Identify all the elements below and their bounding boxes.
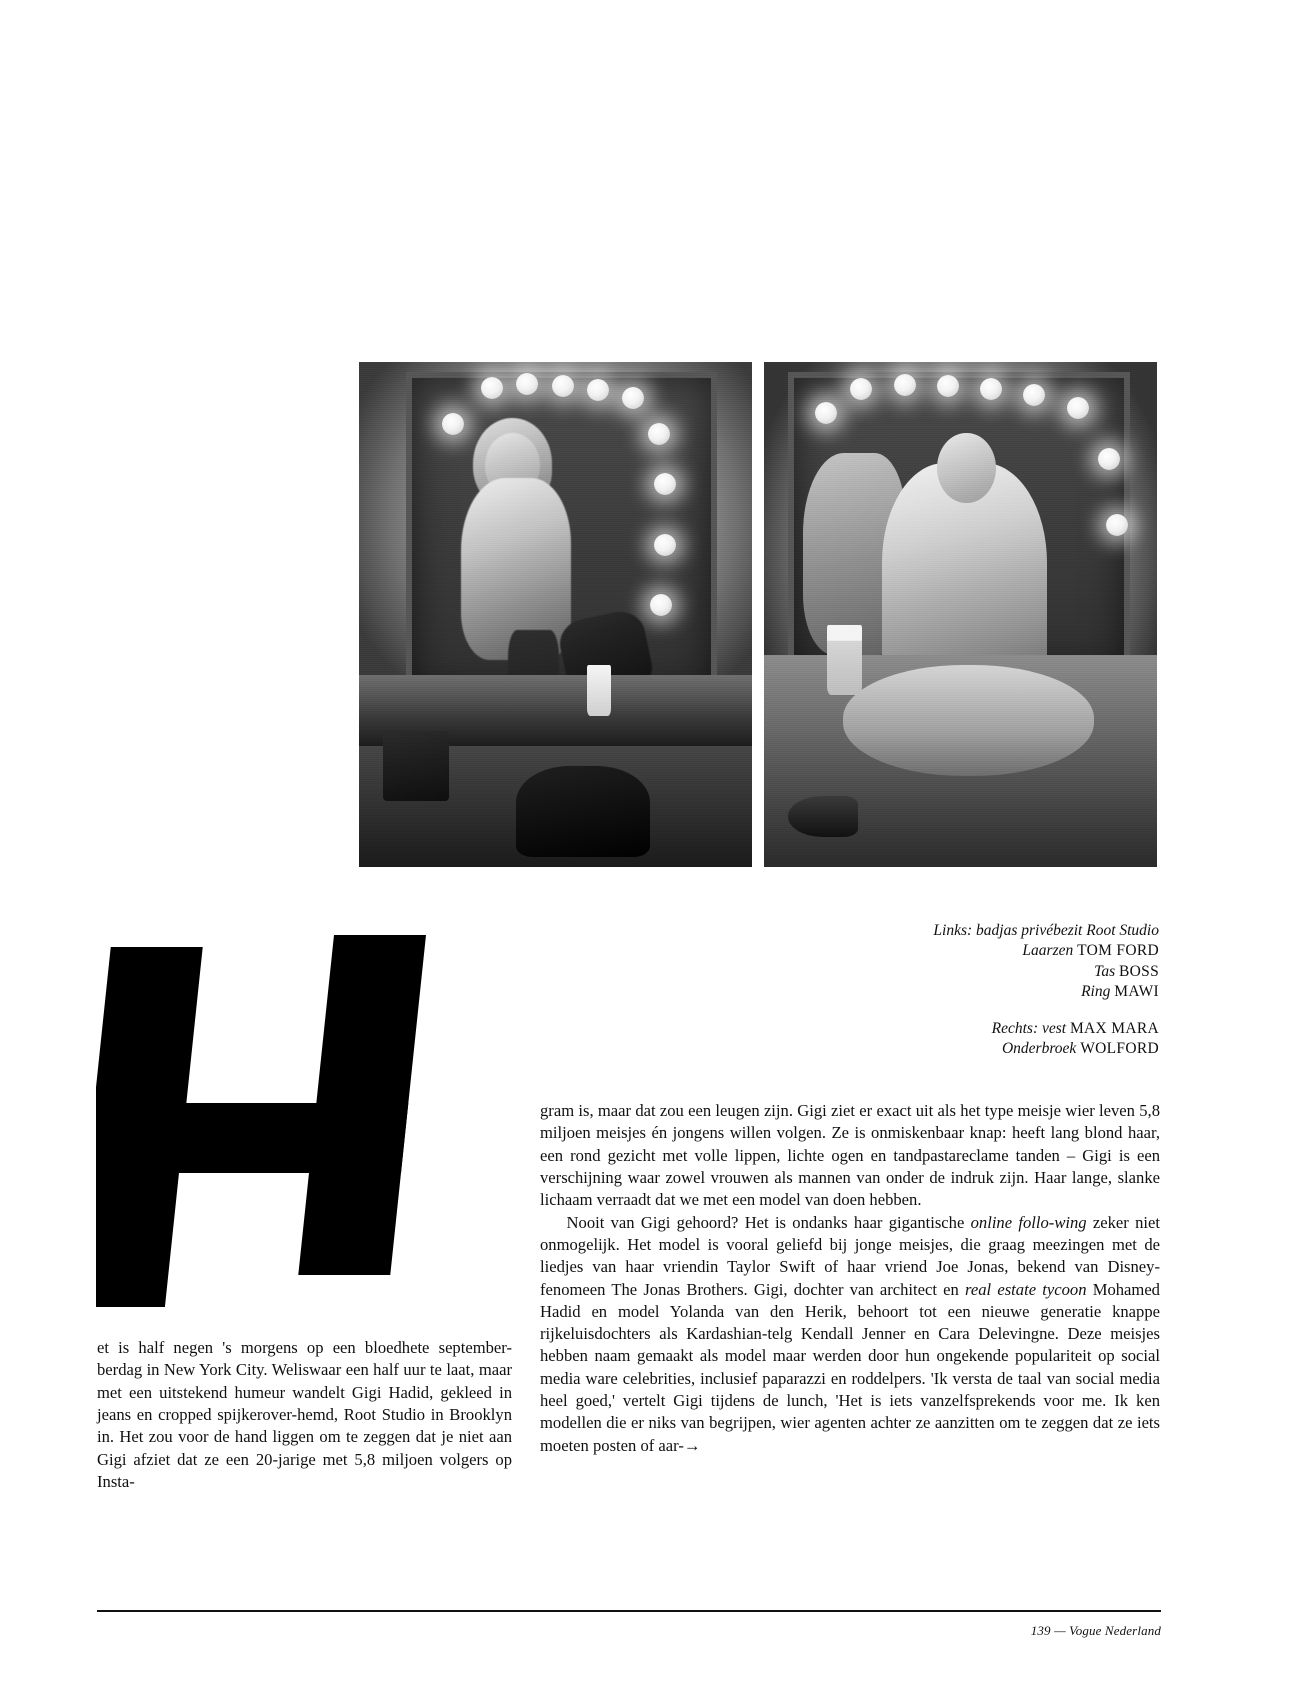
photo-row <box>359 362 1159 867</box>
credit-brand: MAWI <box>1114 983 1159 1001</box>
credit-text: Ring <box>1081 983 1115 1001</box>
handbag <box>383 731 450 802</box>
stool <box>516 766 650 857</box>
page-folio: 139 — Vogue Nederland <box>1030 1623 1161 1638</box>
body-text: zeker niet onmogelijk. Het model is vooral geliefd bij jonge meisjes, die graag meezingen met de liedjes van haar vriendin Taylor Swift of haar vriend Joe Jonas, bekend van Disney-fenomeen The Jonas Brothers. Gigi, dochter van architect en <box>540 1212 1160 1299</box>
body-text: Mohamed Hadid en model Yolanda van den Herik, behoort tot een nieuwe generatie knappe rijkeluisdochters als Kardashian-telg Kendall Jenner en Cara Delevingne. Deze meisjes hebben naam gemaakt als model maar werden door hun ongekende populariteit op social media ware celebrities, inclusief paparazzi en roddelpers. 'Ik versta de taal van social media heel goed,' vertelt Gigi tijdens de lunch, 'Het is iets vanzelfsprekends voor me. Ik ken modellen die er niks van begrijpen, wier agenten achter ze aanzitten om te zeggen dat ze iets moeten posten of aar- <box>540 1279 1160 1455</box>
body-paragraph-2 <box>540 1212 1160 1457</box>
credit-line <box>739 1039 1159 1059</box>
coffee-cup <box>827 625 862 696</box>
mirror-bulb-icon <box>1098 448 1120 470</box>
credit-text: Laarzen <box>1022 942 1078 960</box>
model-head <box>937 433 996 504</box>
body-paragraph: et is half negen 's morgens op een bloedhete september- berdag in New York City. Weliswaar een half uur te laat, maar met een uitstekend humeur wandelt Gigi Hadid, gekleed in jeans en cropped spijkerover-hemd, Root Studio in Brooklyn in. Het zou voor de hand liggen om te zeggen dat je niet aan Gigi afziet dat ze een 20-jarige met 5,8 miljoen volgers op Insta- <box>97 1338 512 1491</box>
body-text-italic: online follo-wing <box>970 1212 1087 1232</box>
mirror-bulb-icon <box>1067 397 1089 419</box>
mirror-bulb-icon <box>442 413 464 435</box>
body-column-left <box>97 1337 512 1493</box>
body-text: Nooit van Gigi gehoord? Het is ondanks haar gigantische <box>566 1212 971 1232</box>
cup-on-counter <box>587 665 611 716</box>
credits-left-photo <box>739 921 1159 1003</box>
body-text-italic: real estate tycoon <box>965 1279 1087 1299</box>
credit-text: Onderbroek <box>1001 1040 1081 1058</box>
credit-line <box>739 962 1159 982</box>
photo-right <box>764 362 1157 867</box>
credit-line <box>739 921 1159 941</box>
mirror-bulb-icon <box>481 377 503 399</box>
credit-text: Links: badjas privébezit Root Studio <box>933 922 1159 939</box>
mirror-bulb-icon <box>648 423 670 445</box>
credit-brand: BOSS <box>1118 962 1159 980</box>
credits-right-photo <box>739 1019 1159 1060</box>
credit-line <box>739 982 1159 1002</box>
credit-line <box>739 1019 1159 1039</box>
credit-text: Rechts: vest <box>991 1019 1070 1037</box>
mirror-bulb-icon <box>654 473 676 495</box>
credit-brand: TOM FORD <box>1077 942 1159 960</box>
mirror-bulb-icon <box>552 375 574 397</box>
credit-line <box>739 941 1159 961</box>
credit-brand: WOLFORD <box>1080 1040 1159 1058</box>
mirror-bulb-icon <box>654 534 676 556</box>
footer-divider <box>97 1610 1161 1612</box>
credits-block <box>739 921 1159 1060</box>
mirror-bulb-icon <box>1106 514 1128 536</box>
drop-cap-letter <box>96 935 426 1335</box>
hairbrush <box>788 796 859 836</box>
photo-left <box>359 362 752 867</box>
continuation-arrow-icon: → <box>683 1435 701 1455</box>
credit-brand: MAX MARA <box>1069 1019 1159 1037</box>
body-paragraph-1: gram is, maar dat zou een leugen zijn. Gigi ziet er exact uit als het type meisje wier leven 5,8 miljoen meisjes én jongens willen volgen. Ze is onmiskenbaar knap: heeft lang blond haar, een rond gezicht met volle lippen, lichte ogen en tandpastareclame tanden – Gigi is een verschijning waar zowel vrouwen als mannen van onder de indruk zijn. Haar lange, slanke lichaam verraadt dat we met een model van doen hebben. <box>540 1101 1160 1210</box>
credit-text: Tas <box>1094 962 1119 980</box>
mirror-bulb-icon <box>894 374 916 396</box>
body-column-right <box>540 1100 1160 1457</box>
model-legs <box>843 665 1095 776</box>
mirror-bulb-icon <box>650 594 672 616</box>
mirror-bulb-icon <box>937 375 959 397</box>
mirror-bulb-icon <box>587 379 609 401</box>
